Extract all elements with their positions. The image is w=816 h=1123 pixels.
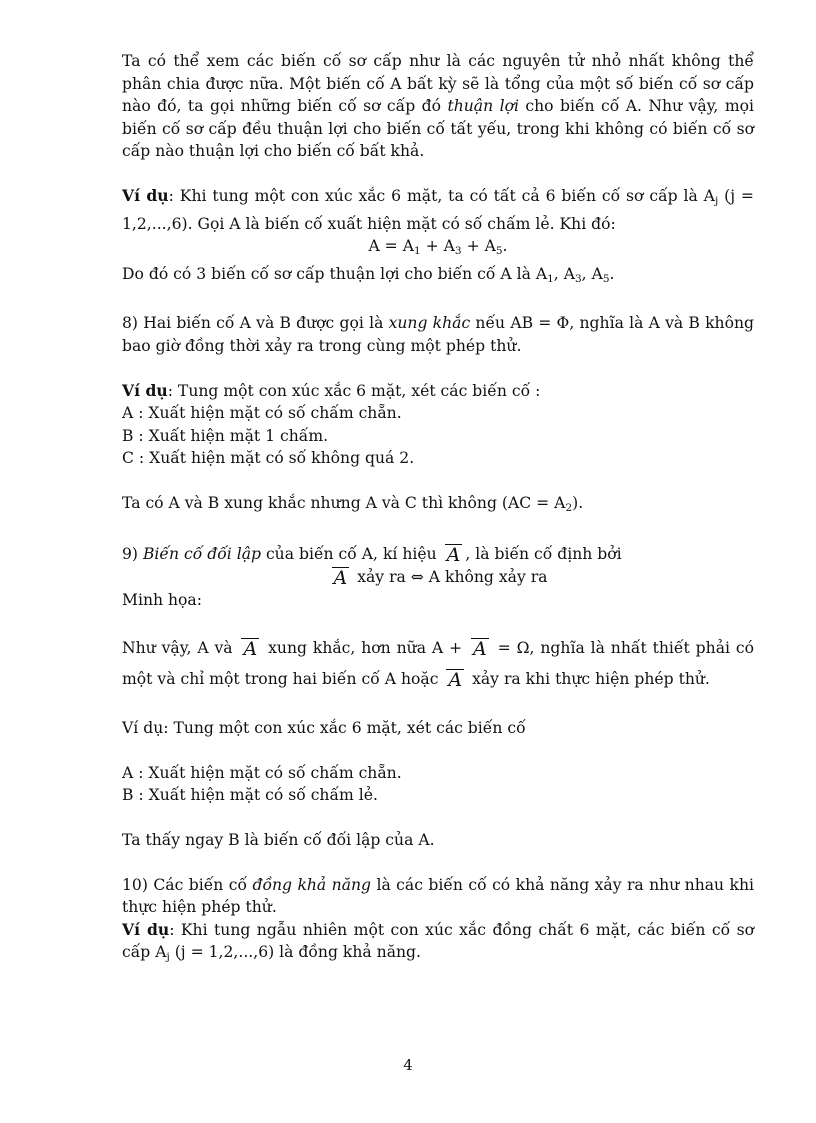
example-3-item: A : Xuất hiện mặt có số chấm chẵn. [122, 763, 402, 782]
paragraph-elementary-events: Ta có thể xem các biến cố sơ cấp như là các nguyên tử nhỏ nhất không thể phân chia được nữa. Một biến cố A bất kỳ sẽ là tổng của một số biến cố sơ cấp nào đó, ta gọi những biến cố sơ cấp đó thuận lợi cho biến cố A. Như vậy, mọi biến cố sơ cấp đều thuận lợi cho biến cố tất yếu, trong khi không có biến cố sơ cấp nào thuận lợi cho biến cố bất khả. [122, 52, 754, 161]
definition-10: 10) Các biến cố đồng khả năng là các biến cố có khả năng xảy ra như nhau khi thực hiện phép thử. [122, 875, 754, 917]
a-bar-symbol: A [448, 669, 463, 692]
example-3-intro: Ví dụ: Tung một con xúc xắc 6 mặt, xét các biến cố [122, 719, 526, 738]
example-3-conclusion: Ta thấy ngay B là biến cố đối lập của A. [122, 831, 435, 850]
example-2-item: C : Xuất hiện mặt có số không quá 2. [122, 449, 415, 468]
italic-term: Biến cố đối lập [142, 544, 261, 563]
document-page [122, 50, 754, 969]
complement-explanation: Như vậy, A và A xung khắc, hơn nữa A + A = Ω, nghĩa là nhất thiết phải có một và chỉ một trong hai biến cố A hoặc A xảy ra khi thực hiện phép thử. [122, 638, 754, 692]
example-2-conclusion: Ta có A và B xung khắc nhưng A và C thì không $(AC = A_2)$. [122, 493, 584, 514]
italic-term: xung khắc [388, 314, 471, 333]
italic-term: thuận lợi [447, 97, 519, 116]
a-bar-symbol: A [473, 638, 487, 661]
definition-8: 8) Hai biến cố A và B được gọi là xung khắc nếu AB = Φ, nghĩa là A và B không bao giờ đồng thời xảy ra trong cùng một phép thử. [122, 314, 754, 355]
example-1: Ví dụ: Khi tung một con xúc xắc 6 mặt, ta có tất cả 6 biến cố sơ cấp là $A_j$ (j = 1,2,...,6). Gọi A là biến cố xuất hiện mặt có số chấm lẻ. Khi đó: [122, 185, 754, 233]
page-number: 4 [403, 1056, 413, 1074]
formula-a-sum: $A = A_1 + A_3 + A_5$. [368, 237, 508, 258]
example-2-item: B : Xuất hiện mặt 1 chấm. [122, 426, 329, 445]
example-2-item: A : Xuất hiện mặt có số chấm chẵn. [122, 404, 402, 423]
italic-term: đồng khả năng [252, 875, 372, 894]
a-bar-symbol: A [446, 543, 461, 566]
example-label: Ví dụ [122, 380, 168, 400]
example-1-conclusion: Do đó có 3 biến cố sơ cấp thuận lợi cho biến cố A là $A_1$, $A_3$, $A_5$. [122, 264, 615, 285]
a-bar-symbol: A [243, 638, 258, 661]
definition-9: 9) Biến cố đối lập của biến cố A, kí hiệu A , là biến cố định bởi [122, 543, 622, 566]
complement-definition-line: A xảy ra ⇔ A không xảy ra [333, 567, 548, 590]
example-3-item: B : Xuất hiện mặt có số chấm lẻ. [122, 786, 378, 805]
example-2-intro: Ví dụ: Tung một con xúc xắc 6 mặt, xét các biến cố : [122, 380, 541, 400]
illustration-label: Minh họa: [122, 590, 202, 609]
example-label: Ví dụ [122, 185, 169, 205]
example-label: Ví dụ [122, 919, 170, 939]
example-4: Ví dụ: Khi tung ngẫu nhiên một con xúc xắc đồng chất 6 mặt, các biến cố sơ cấp $A_j$ (j = 1,2,...,6) là đồng khả năng. [122, 919, 754, 964]
a-bar-symbol: A [333, 567, 348, 590]
